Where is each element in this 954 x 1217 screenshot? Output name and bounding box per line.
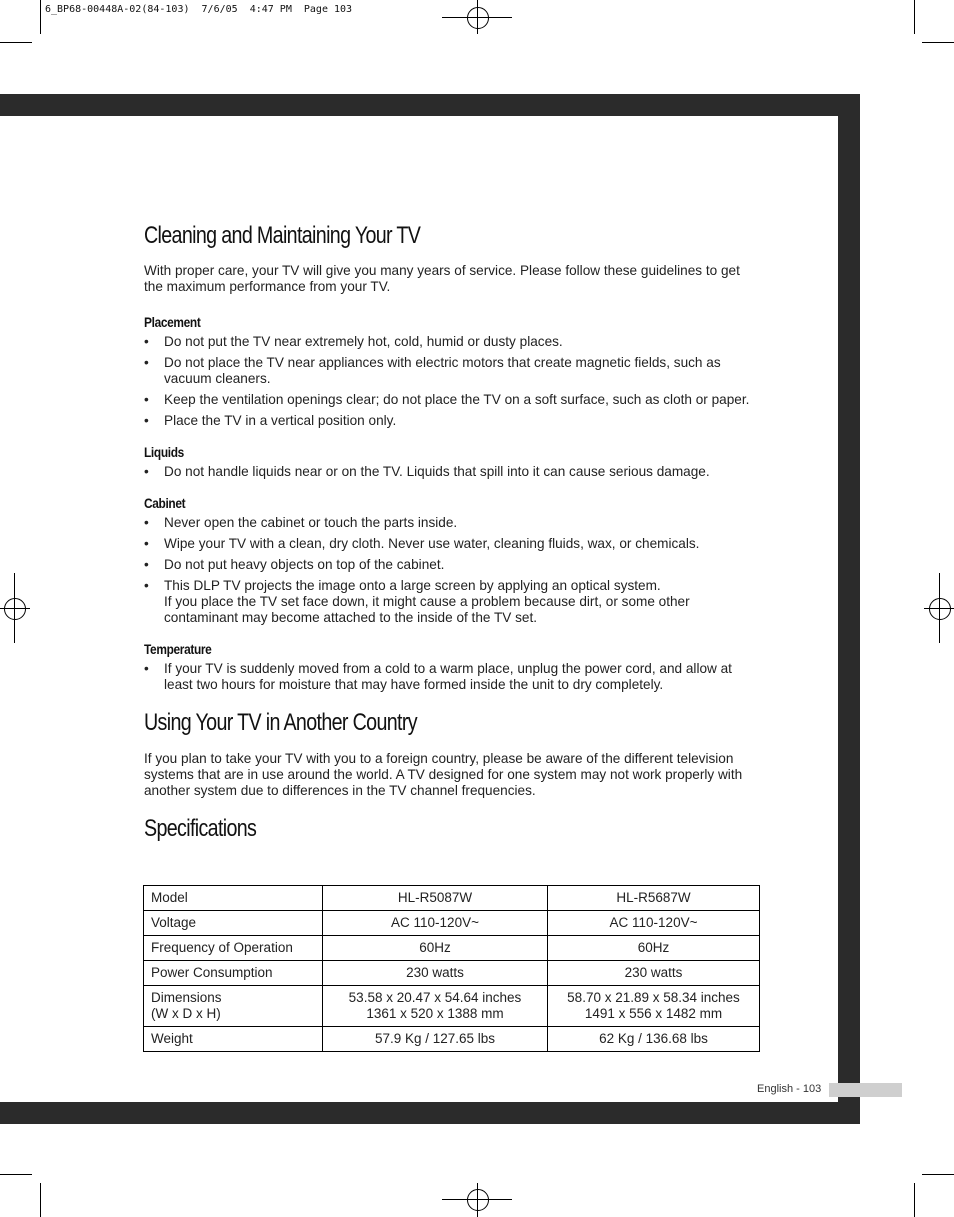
spec-value: 62 Kg / 136.68 lbs	[548, 1027, 760, 1052]
cleaning-title: Cleaning and Maintaining Your TV	[144, 222, 421, 249]
table-row	[144, 961, 760, 986]
list-item: • Wipe your TV with a clean, dry cloth. Never use water, cleaning fluids, wax, or chemicals.	[144, 536, 700, 551]
page-content	[144, 220, 764, 845]
crop-mark-bl-v	[40, 1183, 41, 1217]
list-item: • Never open the cabinet or touch the parts inside.	[144, 515, 458, 530]
spec-value: 230 watts	[323, 961, 548, 986]
table-row	[144, 911, 760, 936]
spec-value: 58.70 x 21.89 x 58.34 inches 1491 x 556 x 1482 mm	[548, 986, 760, 1027]
placement-list	[144, 334, 764, 429]
list-item: • Do not put the TV near extremely hot, cold, humid or dusty places.	[144, 334, 563, 349]
specifications-table	[143, 885, 760, 1052]
spec-value: 60Hz	[548, 936, 760, 961]
crop-mark-br-h	[922, 1174, 954, 1175]
list-item: • If your TV is suddenly moved from a cold to a warm place, unplug the power cord, and allow at least two hours for moisture that may have formed inside the unit to dry completely.	[144, 661, 732, 692]
spec-value: HL-R5687W	[548, 886, 760, 911]
table-row	[144, 886, 760, 911]
top-frame-band	[0, 94, 860, 116]
temperature-heading: Temperature	[144, 641, 212, 657]
spec-label: Power Consumption	[144, 961, 323, 986]
crop-mark-br-v	[914, 1183, 915, 1217]
spec-value: AC 110-120V~	[548, 911, 760, 936]
spec-label: Voltage	[144, 911, 323, 936]
country-body: If you plan to take your TV with you to a foreign country, please be aware of the different television systems that are in use around the world. A TV designed for one system may not work properly with another system due to differences in the TV channel frequencies.	[144, 751, 743, 798]
liquids-heading: Liquids	[144, 444, 184, 460]
spec-label: Model	[144, 886, 323, 911]
spec-value: 60Hz	[323, 936, 548, 961]
table-row	[144, 986, 760, 1027]
list-item: • Keep the ventilation openings clear; do not place the TV on a soft surface, such as cloth or paper.	[144, 392, 750, 407]
list-item: • Do not place the TV near appliances with electric motors that create magnetic fields, such as vacuum cleaners.	[144, 355, 721, 386]
spec-value: 230 watts	[548, 961, 760, 986]
crop-mark-tl-h	[0, 42, 32, 43]
spec-value: 57.9 Kg / 127.65 lbs	[323, 1027, 548, 1052]
cleaning-intro: With proper care, your TV will give you many years of service. Please follow these guidelines to get the maximum performance from your TV.	[144, 263, 740, 294]
crop-mark-tl-v	[40, 0, 41, 34]
placement-heading: Placement	[144, 314, 201, 330]
spec-label: Weight	[144, 1027, 323, 1052]
table-row	[144, 1027, 760, 1052]
spec-value: 53.58 x 20.47 x 54.64 inches 1361 x 520 x 1388 mm	[323, 986, 548, 1027]
liquids-list	[144, 464, 764, 480]
crop-mark-bl-h	[0, 1174, 32, 1175]
print-slug: 6_BP68-00448A-02(84-103) 7/6/05 4:47 PM Page 103	[45, 4, 353, 15]
page-number: English - 103	[757, 1083, 822, 1095]
country-title: Using Your TV in Another Country	[144, 709, 417, 736]
table-row	[144, 936, 760, 961]
crop-mark-tr-v	[914, 0, 915, 34]
list-item: • Do not put heavy objects on top of the cabinet.	[144, 557, 445, 572]
spec-label: Frequency of Operation	[144, 936, 323, 961]
cabinet-list	[144, 515, 764, 626]
list-item: • Place the TV in a vertical position only.	[144, 413, 397, 428]
spec-value: AC 110-120V~	[323, 911, 548, 936]
bottom-frame-band	[0, 1102, 860, 1124]
spec-value: HL-R5087W	[323, 886, 548, 911]
cabinet-heading: Cabinet	[144, 495, 186, 511]
crop-mark-tr-h	[922, 42, 954, 43]
temperature-list	[144, 661, 764, 693]
list-item: • This DLP TV projects the image onto a large screen by applying an optical system. If you place the TV set face down, it might cause a problem because dirt, or some other contaminant may become attached to the inside of the TV set.	[144, 578, 690, 625]
right-frame-band	[838, 94, 860, 1124]
list-item: • Do not handle liquids near or on the TV. Liquids that spill into it can cause serious damage.	[144, 464, 710, 479]
spec-label: Dimensions (W x D x H)	[144, 986, 323, 1027]
specs-title: Specifications	[144, 815, 257, 842]
footer-bar	[829, 1083, 902, 1097]
